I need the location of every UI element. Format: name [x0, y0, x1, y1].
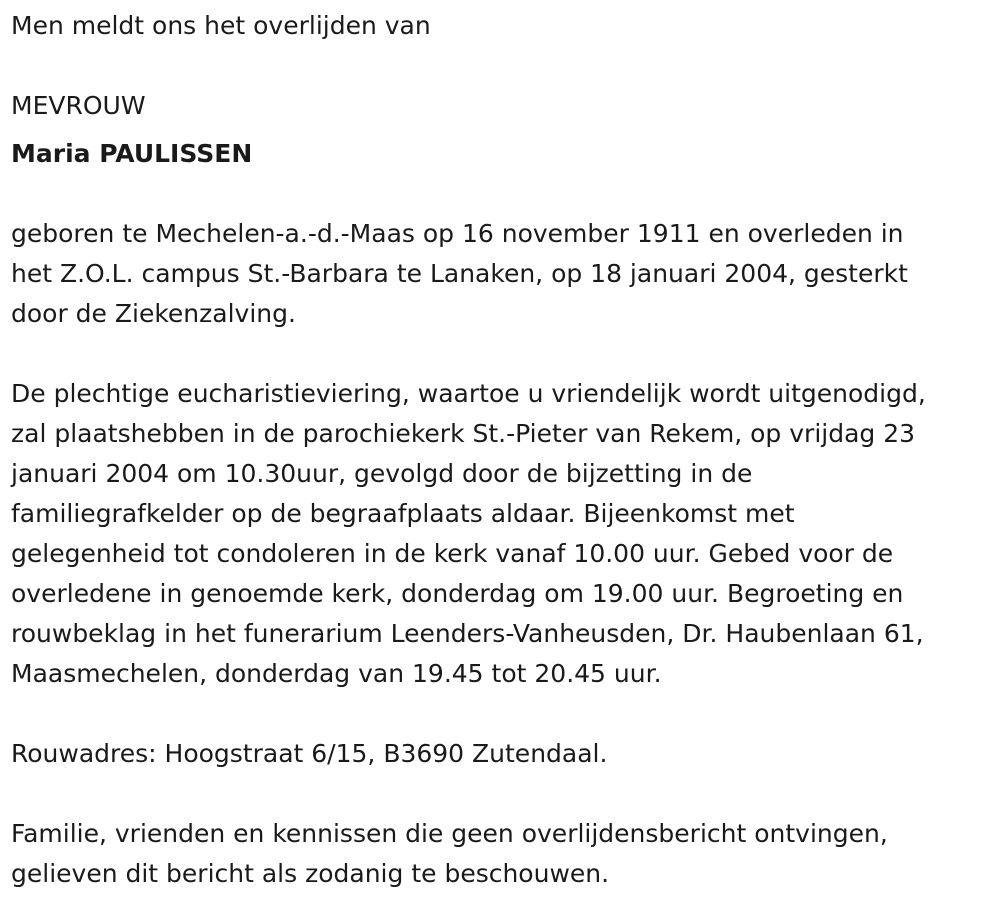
paragraph-line: Maasmechelen, donderdag van 19.45 tot 20.45 uur. — [11, 659, 662, 688]
ceremony-paragraph — [11, 374, 996, 694]
spacer — [11, 694, 996, 734]
paragraph-line: rouwbeklag in het funerarium Leenders-Vanheusden, Dr. Haubenlaan 61, — [11, 619, 924, 648]
paragraph-line: door de Ziekenzalving. — [11, 299, 296, 328]
intro-text: Men meldt ons het overlijden van — [11, 11, 431, 40]
spacer — [11, 334, 996, 374]
deceased-name: Maria PAULISSEN — [11, 139, 253, 168]
closing-paragraph — [11, 814, 996, 894]
paragraph-line: gelieven dit bericht als zodanig te beschouwen. — [11, 859, 610, 888]
spacer — [11, 46, 996, 86]
spacer — [11, 774, 996, 814]
honorific: MEVROUW — [11, 91, 146, 120]
paragraph-line: De plechtige eucharistieviering, waartoe u vriendelijk wordt uitgenodigd, — [11, 379, 926, 408]
paragraph-line: zal plaatshebben in de parochiekerk St.-Pieter van Rekem, op vrijdag 23 — [11, 419, 916, 448]
mourning-address: Rouwadres: Hoogstraat 6/15, B3690 Zutendaal. — [11, 739, 608, 768]
paragraph-line: geboren te Mechelen-a.-d.-Maas op 16 november 1911 en overleden in — [11, 219, 904, 248]
spacer — [11, 174, 996, 214]
paragraph-line: Familie, vrienden en kennissen die geen overlijdensbericht ontvingen, — [11, 819, 888, 848]
paragraph-line: gelegenheid tot condoleren in de kerk vanaf 10.00 uur. Gebed voor de — [11, 539, 894, 568]
birth-paragraph — [11, 214, 996, 334]
paragraph-line: overledene in genoemde kerk, donderdag om 19.00 uur. Begroeting en — [11, 579, 904, 608]
paragraph-line: familiegrafkelder op de begraafplaats aldaar. Bijeenkomst met — [11, 499, 795, 528]
paragraph-line: het Z.O.L. campus St.-Barbara te Lanaken, op 18 januari 2004, gesterkt — [11, 259, 908, 288]
paragraph-line: januari 2004 om 10.30uur, gevolgd door de bijzetting in de — [11, 459, 753, 488]
obituary-notice — [11, 6, 996, 894]
